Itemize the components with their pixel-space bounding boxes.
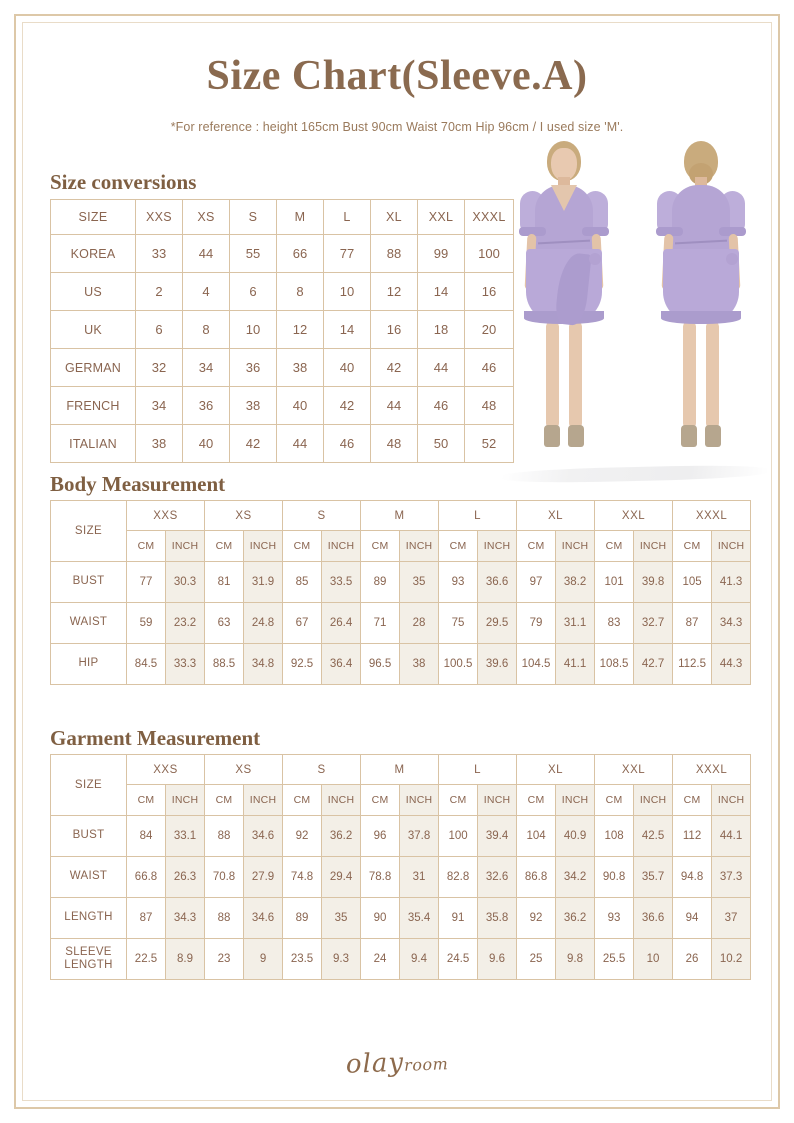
cell-inch: 32.7 bbox=[634, 603, 673, 644]
cell: 40 bbox=[183, 425, 230, 463]
cell-cm: 71 bbox=[361, 603, 400, 644]
cell: 100 bbox=[465, 235, 514, 273]
cell: 34 bbox=[136, 387, 183, 425]
cell-inch: 35 bbox=[322, 898, 361, 939]
cell-cm: 24.5 bbox=[439, 939, 478, 980]
unit-header-inch: INCH bbox=[478, 785, 517, 816]
unit-header-inch: INCH bbox=[400, 531, 439, 562]
cell: 52 bbox=[465, 425, 514, 463]
column-header: XS bbox=[183, 200, 230, 235]
column-header: L bbox=[324, 200, 371, 235]
size-group-header: XXS bbox=[127, 755, 205, 785]
size-group-header: XS bbox=[205, 755, 283, 785]
cell: 44 bbox=[371, 387, 418, 425]
cell-cm: 85 bbox=[283, 562, 322, 603]
cell: 38 bbox=[277, 349, 324, 387]
size-group-header: XXS bbox=[127, 501, 205, 531]
leg-left bbox=[683, 321, 696, 429]
cell: 44 bbox=[277, 425, 324, 463]
cell: 6 bbox=[230, 273, 277, 311]
shoe-right bbox=[568, 425, 584, 447]
cell-cm: 92.5 bbox=[283, 644, 322, 685]
brand-logo-sub: room bbox=[403, 1054, 449, 1075]
unit-header-inch: INCH bbox=[712, 785, 751, 816]
cell-cm: 82.8 bbox=[439, 857, 478, 898]
cell-cm: 90.8 bbox=[595, 857, 634, 898]
cell-inch: 34.3 bbox=[166, 898, 205, 939]
cell: 4 bbox=[183, 273, 230, 311]
cell-inch: 35.7 bbox=[634, 857, 673, 898]
reference-note: *For reference : height 165cm Bust 90cm Waist 70cm Hip 96cm / I used size 'M'. bbox=[170, 120, 624, 134]
cell: 46 bbox=[324, 425, 371, 463]
table-garment-measurement bbox=[50, 754, 751, 980]
cell: 38 bbox=[136, 425, 183, 463]
cell-inch: 29.5 bbox=[478, 603, 517, 644]
unit-header-cm: CM bbox=[283, 531, 322, 562]
unit-header-cm: CM bbox=[127, 531, 166, 562]
unit-header-cm: CM bbox=[127, 785, 166, 816]
unit-header-inch: INCH bbox=[712, 531, 751, 562]
cell-cm: 97 bbox=[517, 562, 556, 603]
column-header: S bbox=[230, 200, 277, 235]
section-heading-garment-measurement: Garment Measurement bbox=[50, 726, 261, 750]
size-group-header: XL bbox=[517, 501, 595, 531]
cell-inch: 41.3 bbox=[712, 562, 751, 603]
unit-header-cm: CM bbox=[439, 531, 478, 562]
cell-cm: 25 bbox=[517, 939, 556, 980]
row-label: LENGTH bbox=[51, 898, 127, 939]
unit-header-cm: CM bbox=[439, 785, 478, 816]
cell: 38 bbox=[230, 387, 277, 425]
cell: 48 bbox=[465, 387, 514, 425]
cell: 99 bbox=[418, 235, 465, 273]
cell: 16 bbox=[465, 273, 514, 311]
size-group-header: S bbox=[283, 755, 361, 785]
row-label: BUST bbox=[51, 816, 127, 857]
row-label: SLEEVE LENGTH bbox=[51, 939, 127, 980]
cell-cm: 77 bbox=[127, 562, 166, 603]
cell-inch: 33.3 bbox=[166, 644, 205, 685]
cell-inch: 9.3 bbox=[322, 939, 361, 980]
cell-cm: 66.8 bbox=[127, 857, 166, 898]
cell-inch: 32.6 bbox=[478, 857, 517, 898]
dress-bodice bbox=[672, 185, 730, 257]
table-body-measurement bbox=[50, 500, 751, 685]
cell-inch: 8.9 bbox=[166, 939, 205, 980]
table-group-header-row bbox=[51, 755, 751, 785]
cell-inch: 42.5 bbox=[634, 816, 673, 857]
cell: 32 bbox=[136, 349, 183, 387]
cell: 36 bbox=[183, 387, 230, 425]
row-label: FRENCH bbox=[51, 387, 136, 425]
unit-header-inch: INCH bbox=[556, 531, 595, 562]
unit-header-cm: CM bbox=[205, 531, 244, 562]
v-neckline bbox=[551, 185, 577, 211]
cell-inch: 36.6 bbox=[478, 562, 517, 603]
cell-cm: 81 bbox=[205, 562, 244, 603]
unit-header-cm: CM bbox=[517, 785, 556, 816]
unit-header-inch: INCH bbox=[322, 531, 361, 562]
leg-right bbox=[706, 321, 719, 429]
shoe-right bbox=[705, 425, 721, 447]
cell-cm: 96 bbox=[361, 816, 400, 857]
row-label: WAIST bbox=[51, 857, 127, 898]
cell-cm: 100 bbox=[439, 816, 478, 857]
brand-logo bbox=[0, 1034, 794, 1092]
cell-inch: 42.7 bbox=[634, 644, 673, 685]
section-heading-size-conversions: Size conversions bbox=[50, 170, 197, 194]
cell-cm: 83 bbox=[595, 603, 634, 644]
cell-cm: 93 bbox=[595, 898, 634, 939]
cell-inch: 9.6 bbox=[478, 939, 517, 980]
cell-inch: 31 bbox=[400, 857, 439, 898]
row-label: GERMAN bbox=[51, 349, 136, 387]
cell: 42 bbox=[371, 349, 418, 387]
cell-inch: 9 bbox=[244, 939, 283, 980]
unit-header-cm: CM bbox=[673, 531, 712, 562]
column-header: SIZE bbox=[51, 200, 136, 235]
cell-inch: 34.2 bbox=[556, 857, 595, 898]
cell-inch: 41.1 bbox=[556, 644, 595, 685]
cell-inch: 26.3 bbox=[166, 857, 205, 898]
cell: 46 bbox=[418, 387, 465, 425]
wrap-tie bbox=[589, 253, 601, 265]
corner-label: SIZE bbox=[51, 501, 127, 562]
cell-inch: 23.2 bbox=[166, 603, 205, 644]
cell-cm: 108 bbox=[595, 816, 634, 857]
unit-header-inch: INCH bbox=[244, 785, 283, 816]
cell-inch: 27.9 bbox=[244, 857, 283, 898]
cell: 55 bbox=[230, 235, 277, 273]
cell: 14 bbox=[324, 311, 371, 349]
unit-header-inch: INCH bbox=[478, 531, 517, 562]
unit-header-cm: CM bbox=[595, 531, 634, 562]
cell: 44 bbox=[183, 235, 230, 273]
cell: 46 bbox=[465, 349, 514, 387]
table-row bbox=[51, 603, 751, 644]
unit-header-inch: INCH bbox=[166, 785, 205, 816]
cell-inch: 40.9 bbox=[556, 816, 595, 857]
row-label: WAIST bbox=[51, 603, 127, 644]
unit-header-cm: CM bbox=[517, 531, 556, 562]
cell: 33 bbox=[136, 235, 183, 273]
row-label: UK bbox=[51, 311, 136, 349]
cell-cm: 89 bbox=[361, 562, 400, 603]
table-row bbox=[51, 898, 751, 939]
size-group-header: L bbox=[439, 501, 517, 531]
cell-inch: 39.4 bbox=[478, 816, 517, 857]
cell-cm: 104 bbox=[517, 816, 556, 857]
cell-cm: 108.5 bbox=[595, 644, 634, 685]
model-front-view bbox=[504, 141, 624, 479]
brand-logo-main: olay bbox=[345, 1047, 405, 1080]
cell-cm: 26 bbox=[673, 939, 712, 980]
cell-cm: 22.5 bbox=[127, 939, 166, 980]
column-header: XXXL bbox=[465, 200, 514, 235]
cell-inch: 35 bbox=[400, 562, 439, 603]
cell-inch: 34.6 bbox=[244, 898, 283, 939]
cell-inch: 34.6 bbox=[244, 816, 283, 857]
model-back-view bbox=[641, 141, 761, 479]
shoe-left bbox=[544, 425, 560, 447]
cell-cm: 74.8 bbox=[283, 857, 322, 898]
cell-inch: 31.1 bbox=[556, 603, 595, 644]
leg-left bbox=[546, 321, 559, 429]
cell-cm: 86.8 bbox=[517, 857, 556, 898]
corner-label: SIZE bbox=[51, 755, 127, 816]
size-group-header: M bbox=[361, 755, 439, 785]
cell-inch: 33.1 bbox=[166, 816, 205, 857]
cell-cm: 59 bbox=[127, 603, 166, 644]
cell-inch: 10 bbox=[634, 939, 673, 980]
cell: 44 bbox=[418, 349, 465, 387]
size-group-header: XXL bbox=[595, 755, 673, 785]
cell-inch: 36.6 bbox=[634, 898, 673, 939]
cell-cm: 24 bbox=[361, 939, 400, 980]
cell-inch: 31.9 bbox=[244, 562, 283, 603]
cell: 34 bbox=[183, 349, 230, 387]
table-row bbox=[51, 387, 514, 425]
cell-cm: 23 bbox=[205, 939, 244, 980]
size-group-header: XS bbox=[205, 501, 283, 531]
size-group-header: S bbox=[283, 501, 361, 531]
row-label: KOREA bbox=[51, 235, 136, 273]
table-unit-header-row bbox=[51, 785, 751, 816]
unit-header-inch: INCH bbox=[634, 531, 673, 562]
cell-inch: 44.3 bbox=[712, 644, 751, 685]
cell-inch: 24.8 bbox=[244, 603, 283, 644]
cell-cm: 84.5 bbox=[127, 644, 166, 685]
table-unit-header-row bbox=[51, 531, 751, 562]
cell: 12 bbox=[371, 273, 418, 311]
skirt-ruffle-hem bbox=[661, 311, 741, 324]
shoe-left bbox=[681, 425, 697, 447]
unit-header-inch: INCH bbox=[400, 785, 439, 816]
cell: 50 bbox=[418, 425, 465, 463]
cell-inch: 35.8 bbox=[478, 898, 517, 939]
cell-inch: 38.2 bbox=[556, 562, 595, 603]
cell: 6 bbox=[136, 311, 183, 349]
cell-cm: 93 bbox=[439, 562, 478, 603]
size-group-header: XL bbox=[517, 755, 595, 785]
cell: 36 bbox=[230, 349, 277, 387]
cell: 10 bbox=[230, 311, 277, 349]
unit-header-cm: CM bbox=[361, 785, 400, 816]
cell-cm: 96.5 bbox=[361, 644, 400, 685]
cell-cm: 105 bbox=[673, 562, 712, 603]
cell: 10 bbox=[324, 273, 371, 311]
column-header: XXL bbox=[418, 200, 465, 235]
cell-inch: 28 bbox=[400, 603, 439, 644]
cell-cm: 87 bbox=[673, 603, 712, 644]
cell: 42 bbox=[324, 387, 371, 425]
cell-inch: 37 bbox=[712, 898, 751, 939]
cell-cm: 91 bbox=[439, 898, 478, 939]
cell-cm: 75 bbox=[439, 603, 478, 644]
cell-cm: 112.5 bbox=[673, 644, 712, 685]
table-row bbox=[51, 562, 751, 603]
cell-cm: 70.8 bbox=[205, 857, 244, 898]
unit-header-cm: CM bbox=[673, 785, 712, 816]
cell-cm: 92 bbox=[283, 816, 322, 857]
cell-cm: 67 bbox=[283, 603, 322, 644]
table-size-conversions bbox=[50, 199, 514, 463]
column-header: XXS bbox=[136, 200, 183, 235]
unit-header-cm: CM bbox=[595, 785, 634, 816]
table-group-header-row bbox=[51, 501, 751, 531]
unit-header-inch: INCH bbox=[556, 785, 595, 816]
cell-inch: 36.4 bbox=[322, 644, 361, 685]
model-illustration bbox=[498, 140, 770, 485]
cell-cm: 94 bbox=[673, 898, 712, 939]
table-row bbox=[51, 273, 514, 311]
size-group-header: XXXL bbox=[673, 755, 751, 785]
cell-inch: 34.3 bbox=[712, 603, 751, 644]
cell-inch: 10.2 bbox=[712, 939, 751, 980]
cell-inch: 37.3 bbox=[712, 857, 751, 898]
size-group-header: XXL bbox=[595, 501, 673, 531]
size-group-header: L bbox=[439, 755, 517, 785]
table-row bbox=[51, 857, 751, 898]
cell-inch: 9.4 bbox=[400, 939, 439, 980]
cell-inch: 26.4 bbox=[322, 603, 361, 644]
unit-header-cm: CM bbox=[205, 785, 244, 816]
cell-cm: 23.5 bbox=[283, 939, 322, 980]
column-header: M bbox=[277, 200, 324, 235]
cell-cm: 88.5 bbox=[205, 644, 244, 685]
cell: 77 bbox=[324, 235, 371, 273]
table-row bbox=[51, 816, 751, 857]
unit-header-inch: INCH bbox=[166, 531, 205, 562]
cell-inch: 9.8 bbox=[556, 939, 595, 980]
cell-inch: 44.1 bbox=[712, 816, 751, 857]
cell: 16 bbox=[371, 311, 418, 349]
cell: 48 bbox=[371, 425, 418, 463]
cell-cm: 112 bbox=[673, 816, 712, 857]
row-label: HIP bbox=[51, 644, 127, 685]
unit-header-inch: INCH bbox=[322, 785, 361, 816]
cell-cm: 100.5 bbox=[439, 644, 478, 685]
table-row bbox=[51, 349, 514, 387]
cell-inch: 34.8 bbox=[244, 644, 283, 685]
table-row bbox=[51, 425, 514, 463]
cell-inch: 39.6 bbox=[478, 644, 517, 685]
cell-cm: 84 bbox=[127, 816, 166, 857]
cell-cm: 92 bbox=[517, 898, 556, 939]
table-header-row bbox=[51, 200, 514, 235]
cell-cm: 79 bbox=[517, 603, 556, 644]
cell-inch: 35.4 bbox=[400, 898, 439, 939]
column-header: XL bbox=[371, 200, 418, 235]
cell: 14 bbox=[418, 273, 465, 311]
cell: 20 bbox=[465, 311, 514, 349]
cell: 42 bbox=[230, 425, 277, 463]
row-label: ITALIAN bbox=[51, 425, 136, 463]
cell: 88 bbox=[371, 235, 418, 273]
unit-header-inch: INCH bbox=[244, 531, 283, 562]
row-label: BUST bbox=[51, 562, 127, 603]
table-row bbox=[51, 235, 514, 273]
unit-header-inch: INCH bbox=[634, 785, 673, 816]
cell-cm: 104.5 bbox=[517, 644, 556, 685]
cell: 66 bbox=[277, 235, 324, 273]
cell-inch: 33.5 bbox=[322, 562, 361, 603]
size-group-header: M bbox=[361, 501, 439, 531]
cell: 40 bbox=[324, 349, 371, 387]
cell: 12 bbox=[277, 311, 324, 349]
cell: 18 bbox=[418, 311, 465, 349]
cell: 40 bbox=[277, 387, 324, 425]
cell-inch: 38 bbox=[400, 644, 439, 685]
cell-cm: 78.8 bbox=[361, 857, 400, 898]
section-heading-body-measurement: Body Measurement bbox=[50, 472, 226, 496]
cell: 8 bbox=[277, 273, 324, 311]
cell-cm: 89 bbox=[283, 898, 322, 939]
cell-cm: 94.8 bbox=[673, 857, 712, 898]
cell-cm: 87 bbox=[127, 898, 166, 939]
cell: 8 bbox=[183, 311, 230, 349]
cell-cm: 63 bbox=[205, 603, 244, 644]
cell-inch: 39.8 bbox=[634, 562, 673, 603]
cell-cm: 25.5 bbox=[595, 939, 634, 980]
cell-cm: 101 bbox=[595, 562, 634, 603]
table-row bbox=[51, 644, 751, 685]
row-label: US bbox=[51, 273, 136, 311]
table-row bbox=[51, 311, 514, 349]
cell-inch: 36.2 bbox=[556, 898, 595, 939]
size-group-header: XXXL bbox=[673, 501, 751, 531]
unit-header-cm: CM bbox=[361, 531, 400, 562]
cell-cm: 88 bbox=[205, 898, 244, 939]
cell-cm: 90 bbox=[361, 898, 400, 939]
cell-inch: 30.3 bbox=[166, 562, 205, 603]
table-row bbox=[51, 939, 751, 980]
wrap-tie bbox=[726, 253, 738, 265]
cell-cm: 88 bbox=[205, 816, 244, 857]
leg-right bbox=[569, 321, 582, 429]
page-title: Size Chart(Sleeve.A) bbox=[206, 53, 588, 99]
cell-inch: 29.4 bbox=[322, 857, 361, 898]
unit-header-cm: CM bbox=[283, 785, 322, 816]
cell: 2 bbox=[136, 273, 183, 311]
cell-inch: 37.8 bbox=[400, 816, 439, 857]
cell-inch: 36.2 bbox=[322, 816, 361, 857]
